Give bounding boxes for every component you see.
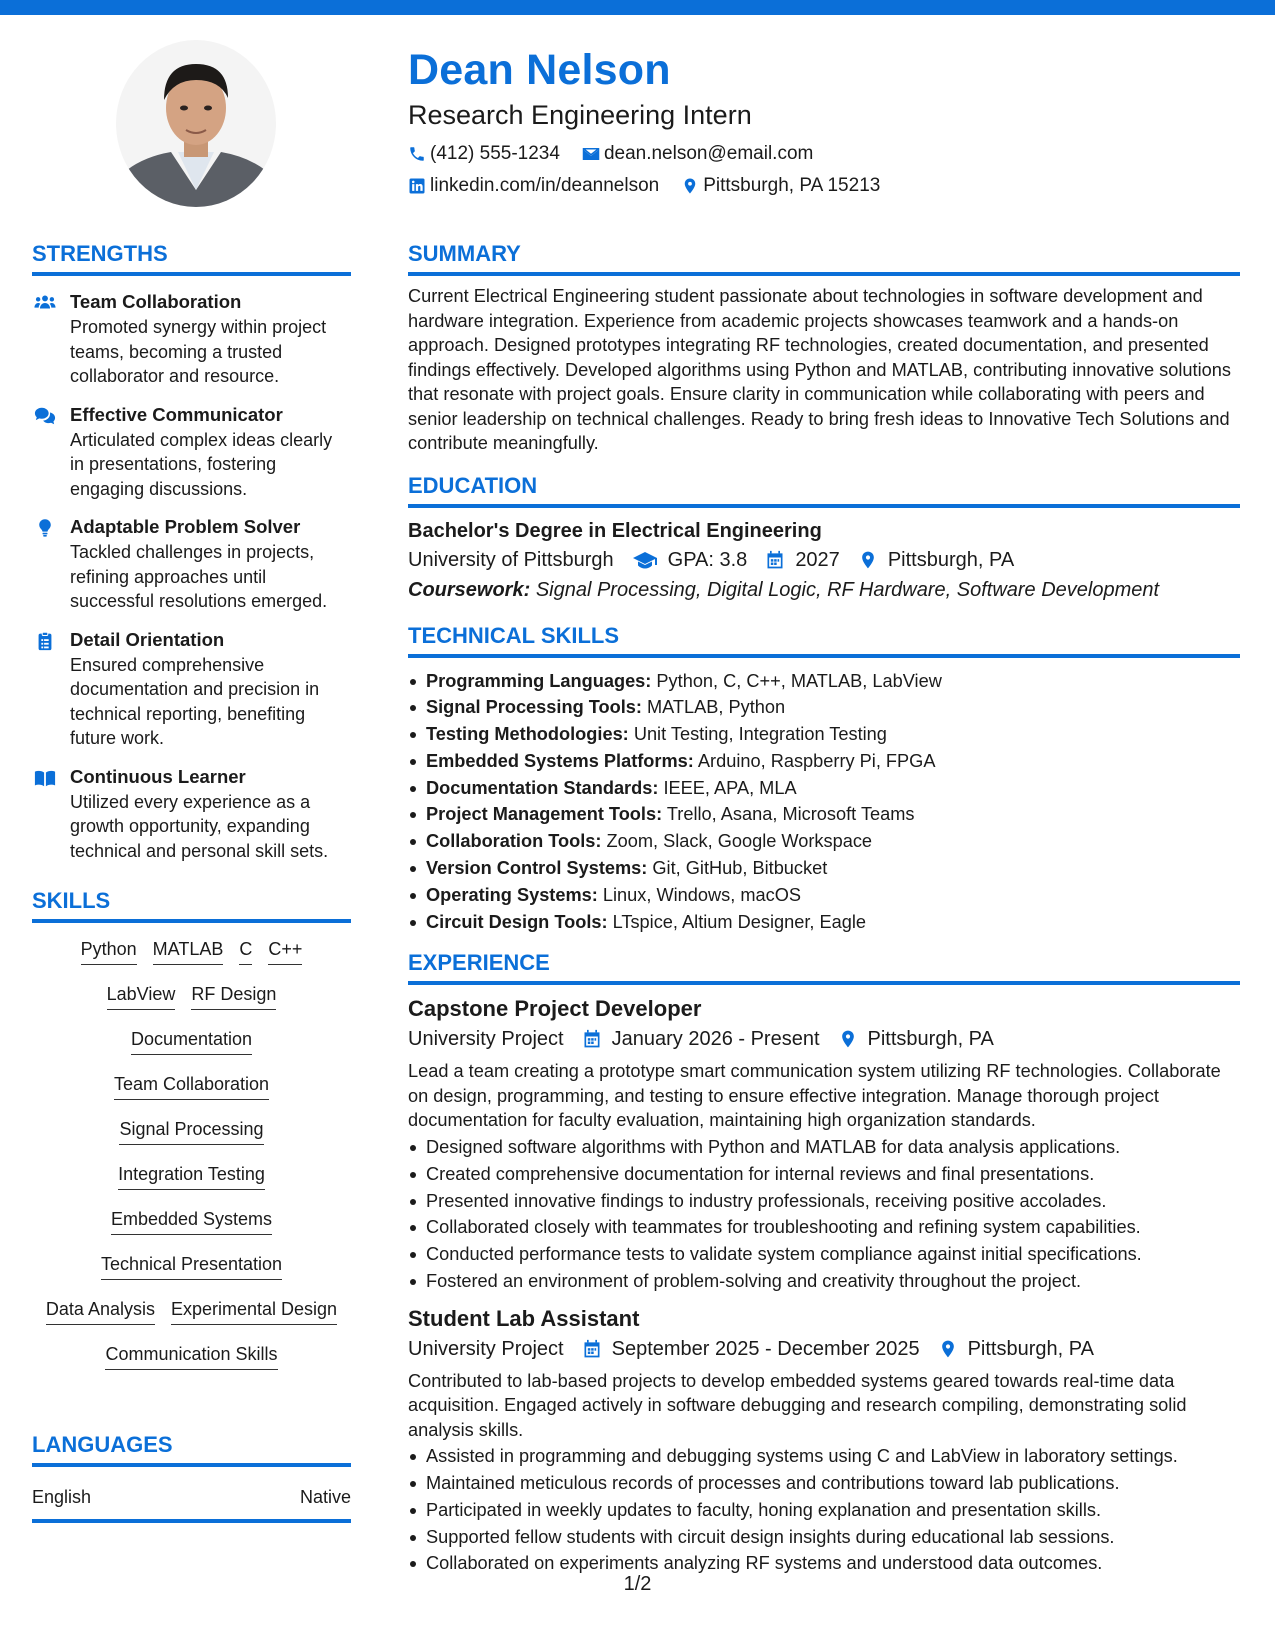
skill-tag: RF Design xyxy=(191,982,276,1010)
job-dates-text: September 2025 - December 2025 xyxy=(611,1337,920,1360)
job-bullets xyxy=(408,1443,1240,1577)
experience-title: EXPERIENCE xyxy=(408,949,1240,985)
skill-tag: Integration Testing xyxy=(118,1162,265,1190)
page-number: 1/2 xyxy=(623,1573,652,1595)
tech-skill-value: Git, GitHub, Bitbucket xyxy=(652,858,828,879)
summary-text: Current Electrical Engineering student passionate about technologies in software development and hardware integration. Experience from academic projects showcases teamwork and a hands-on approach. Designed prototypes integrating RF technologies, created documentation, and presented findings effectively. Developed algorithms using Python and MATLAB, contributing innovative solutions that resonate with project goals. Ensure clarity in communication while collaborating with peers and senior leadership on technical challenges. Ready to bring fresh ideas to Innovative Tech Solutions and contribute meaningfully. xyxy=(408,286,1231,453)
education-gpa xyxy=(632,546,748,574)
left-column xyxy=(32,240,351,1523)
strength-item xyxy=(32,290,351,389)
strength-title: Continuous Learner xyxy=(70,765,246,787)
phone-text: (412) 555-1234 xyxy=(430,143,560,164)
skill-line xyxy=(32,1027,351,1072)
contact-row-2 xyxy=(408,174,1238,198)
list-item xyxy=(408,694,1240,721)
skill-tag: Technical Presentation xyxy=(101,1252,282,1280)
clipboard-icon xyxy=(34,631,56,651)
users-icon xyxy=(34,293,56,313)
resume-header xyxy=(408,44,1238,198)
tech-skill-name: Version Control Systems: xyxy=(426,858,648,879)
map-pin-icon xyxy=(838,1029,858,1049)
languages-section xyxy=(32,1431,351,1523)
list-item: Designed software algorithms with Python and MATLAB for data analysis applications. xyxy=(408,1134,1240,1161)
list-item xyxy=(408,828,1240,855)
language-name: English xyxy=(32,1487,92,1507)
tech-skill-value: Linux, Windows, macOS xyxy=(602,884,801,905)
skill-tag: Documentation xyxy=(131,1027,252,1055)
calendar-icon xyxy=(765,550,785,570)
envelope-icon xyxy=(582,145,600,163)
linkedin-text: linkedin.com/in/deannelson xyxy=(430,175,660,196)
strength-desc: Promoted synergy within project teams, becoming a trusted collaborator and resource. xyxy=(70,317,327,386)
tech-skill-value: LTspice, Altium Designer, Eagle xyxy=(612,911,867,932)
tech-skill-name: Programming Languages: xyxy=(426,670,652,691)
skill-line xyxy=(32,1342,351,1387)
list-item: Created comprehensive documentation for internal reviews and final presentations. xyxy=(408,1161,1240,1188)
job-title: Capstone Project Developer xyxy=(408,996,702,1022)
strength-item xyxy=(32,403,351,502)
strengths-section xyxy=(32,240,351,863)
job-location-text: Pittsburgh, PA xyxy=(867,1028,994,1051)
calendar-icon xyxy=(582,1339,602,1359)
skills-section xyxy=(32,887,351,1387)
education-school xyxy=(408,546,614,574)
tech-skill-value: Unit Testing, Integration Testing xyxy=(633,724,887,745)
list-item xyxy=(408,909,1240,936)
contact-row-1 xyxy=(408,142,1238,166)
skill-tag: C++ xyxy=(268,937,302,965)
job-location xyxy=(838,1025,994,1053)
skill-line xyxy=(32,937,351,982)
map-pin-icon xyxy=(938,1339,958,1359)
tech-skill-value: MATLAB, Python xyxy=(647,697,786,718)
skill-tag: Embedded Systems xyxy=(111,1207,272,1235)
list-item: Collaborated on experiments analyzing RF systems and understood data outcomes. xyxy=(408,1550,1240,1577)
languages-title: LANGUAGES xyxy=(32,1431,351,1467)
tech-skill-name: Testing Methodologies: xyxy=(426,724,629,745)
comments-icon xyxy=(34,406,56,426)
skill-tag: Signal Processing xyxy=(119,1117,263,1145)
skill-line xyxy=(32,1207,351,1252)
strength-item xyxy=(32,628,351,751)
strength-desc: Ensured comprehensive documentation and precision in technical reporting, benefiting future work. xyxy=(70,654,320,748)
phone-icon xyxy=(408,145,426,163)
job-dates xyxy=(582,1025,820,1053)
skill-line xyxy=(32,1252,351,1297)
job-meta xyxy=(408,1025,1240,1053)
school-text: University of Pittsburgh xyxy=(408,548,614,571)
skill-tag: LabView xyxy=(107,982,176,1010)
year-text: 2027 xyxy=(795,548,840,571)
tech-skill-name: Circuit Design Tools: xyxy=(426,911,608,932)
tech-skill-name: Documentation Standards: xyxy=(426,777,659,798)
tech-skill-name: Signal Processing Tools: xyxy=(426,697,642,718)
skill-line xyxy=(32,1297,351,1342)
list-item xyxy=(408,775,1240,802)
strength-title: Detail Orientation xyxy=(70,628,225,650)
tech-skill-value: Arduino, Raspberry Pi, FPGA xyxy=(697,750,936,771)
education-meta xyxy=(408,546,1240,574)
job-location xyxy=(938,1335,1094,1363)
skill-line xyxy=(32,1117,351,1162)
education-title: EDUCATION xyxy=(408,472,1240,508)
job-entry xyxy=(408,995,1240,1294)
job-org xyxy=(408,1335,564,1363)
language-level: Native xyxy=(299,1487,351,1507)
calendar-icon xyxy=(582,1029,602,1049)
job-title: Student Lab Assistant xyxy=(408,1305,640,1331)
candidate-name: Dean Nelson xyxy=(408,46,671,94)
strengths-list xyxy=(32,290,351,863)
strength-item xyxy=(32,515,351,614)
job-org-text: University Project xyxy=(408,1337,564,1360)
education-section xyxy=(408,472,1240,604)
skill-tag: Communication Skills xyxy=(105,1342,277,1370)
job-description: Lead a team creating a prototype smart communication system utilizing RF technologies. Collaborate on design, programming, and testing to ensure effective integration. Manage thorough project documentation for faculty evaluation, maintaining high organization standards. xyxy=(408,1061,1221,1131)
tech-skill-name: Collaboration Tools: xyxy=(426,831,602,852)
list-item xyxy=(408,855,1240,882)
technical-skills-section xyxy=(408,622,1240,936)
list-item: Assisted in programming and debugging systems using C and LabView in laboratory settings. xyxy=(408,1443,1240,1470)
strength-desc: Tackled challenges in projects, refining approaches until successful resolutions emerged. xyxy=(70,542,328,611)
contact-phone[interactable] xyxy=(408,142,560,166)
lightbulb-icon xyxy=(34,518,56,538)
strengths-title: STRENGTHS xyxy=(32,240,351,276)
tech-skill-value: IEEE, APA, MLA xyxy=(663,777,797,798)
skill-tag: MATLAB xyxy=(153,937,224,965)
education-location xyxy=(858,546,1014,574)
strength-desc: Articulated complex ideas clearly in presentations, fostering engaging discussions. xyxy=(70,429,333,499)
job-dates-text: January 2026 - Present xyxy=(611,1028,820,1051)
tech-skill-name: Project Management Tools: xyxy=(426,804,663,825)
skill-line xyxy=(32,982,351,1027)
job-entry xyxy=(408,1305,1240,1577)
tech-skill-value: Trello, Asana, Microsoft Teams xyxy=(666,804,915,825)
location-text: Pittsburgh, PA 15213 xyxy=(703,175,881,196)
list-item: Conducted performance tests to validate system compliance against initial specifications. xyxy=(408,1241,1240,1268)
strength-title: Effective Communicator xyxy=(70,403,283,425)
job-bullets xyxy=(408,1134,1240,1295)
contact-email[interactable] xyxy=(582,142,813,166)
right-column xyxy=(408,240,1240,1577)
skill-tag: Experimental Design xyxy=(171,1297,337,1325)
coursework-text: Signal Processing, Digital Logic, RF Hardware, Software Development xyxy=(535,578,1160,601)
job-meta xyxy=(408,1335,1240,1363)
job-location-text: Pittsburgh, PA xyxy=(967,1337,1094,1360)
list-item xyxy=(408,748,1240,775)
strength-title: Team Collaboration xyxy=(70,291,242,312)
top-accent-bar xyxy=(0,0,1275,15)
list-item: Supported fellow students with circuit design insights during educational lab sessions. xyxy=(408,1524,1240,1551)
list-item: Collaborated closely with teammates for troubleshooting and refining system capabilities. xyxy=(408,1214,1240,1241)
email-text: dean.nelson@email.com xyxy=(603,143,814,164)
coursework xyxy=(408,576,1240,604)
skill-tag: Python xyxy=(81,937,137,965)
candidate-role: Research Engineering Intern xyxy=(408,100,752,130)
graduation-cap-icon xyxy=(632,550,658,570)
education-year xyxy=(765,546,840,574)
gpa-text: GPA: 3.8 xyxy=(667,548,748,571)
summary-title: SUMMARY xyxy=(408,240,1240,276)
contact-linkedin[interactable] xyxy=(408,174,659,198)
list-item xyxy=(408,801,1240,828)
strength-desc: Utilized every experience as a growth opportunity, expanding technical and personal skill sets. xyxy=(70,791,329,861)
job-org xyxy=(408,1025,564,1053)
list-item: Maintained meticulous records of processes and contributions toward lab publications. xyxy=(408,1470,1240,1497)
job-dates xyxy=(582,1335,920,1363)
profile-photo xyxy=(116,40,276,207)
list-item: Participated in weekly updates to faculty, honing explanation and presentation skills. xyxy=(408,1497,1240,1524)
map-pin-icon xyxy=(681,177,699,195)
skills-title: SKILLS xyxy=(32,887,351,923)
strength-title: Adaptable Problem Solver xyxy=(70,516,301,537)
job-description: Contributed to lab-based projects to develop embedded systems geared towards real-time data acquisition. Engaged actively in software debugging and research compiling, demonstrating solid analysis skills. xyxy=(408,1370,1187,1440)
technical-skills-list xyxy=(408,668,1240,936)
skill-line xyxy=(32,1162,351,1207)
strength-item xyxy=(32,765,351,864)
skill-tag: Team Collaboration xyxy=(114,1072,269,1100)
job-org-text: University Project xyxy=(408,1028,564,1051)
list-item: Presented innovative findings to industry professionals, receiving positive accolades. xyxy=(408,1188,1240,1215)
summary-section xyxy=(408,240,1240,456)
map-pin-icon xyxy=(858,550,878,570)
experience-section xyxy=(408,949,1240,1577)
education-location-text: Pittsburgh, PA xyxy=(887,548,1015,571)
list-item: Fostered an environment of problem-solving and creativity throughout the project. xyxy=(408,1268,1240,1295)
skill-tag: Data Analysis xyxy=(46,1297,155,1325)
coursework-label: Coursework: xyxy=(408,578,531,601)
tech-skill-name: Embedded Systems Platforms: xyxy=(426,750,694,771)
contact-location xyxy=(681,174,880,198)
list-item xyxy=(408,882,1240,909)
technical-skills-title: TECHNICAL SKILLS xyxy=(408,622,1240,658)
book-icon xyxy=(34,768,56,788)
list-item xyxy=(408,721,1240,748)
skills-list xyxy=(32,937,351,1387)
tech-skill-value: Zoom, Slack, Google Workspace xyxy=(606,831,873,852)
education-degree: Bachelor's Degree in Electrical Engineering xyxy=(408,519,822,542)
list-item xyxy=(408,668,1240,695)
linkedin-icon xyxy=(408,177,426,195)
tech-skill-name: Operating Systems: xyxy=(426,884,598,905)
skill-line xyxy=(32,1072,351,1117)
skill-tag: C xyxy=(239,937,252,965)
language-item xyxy=(32,1485,351,1523)
tech-skill-value: Python, C, C++, MATLAB, LabView xyxy=(656,670,942,691)
